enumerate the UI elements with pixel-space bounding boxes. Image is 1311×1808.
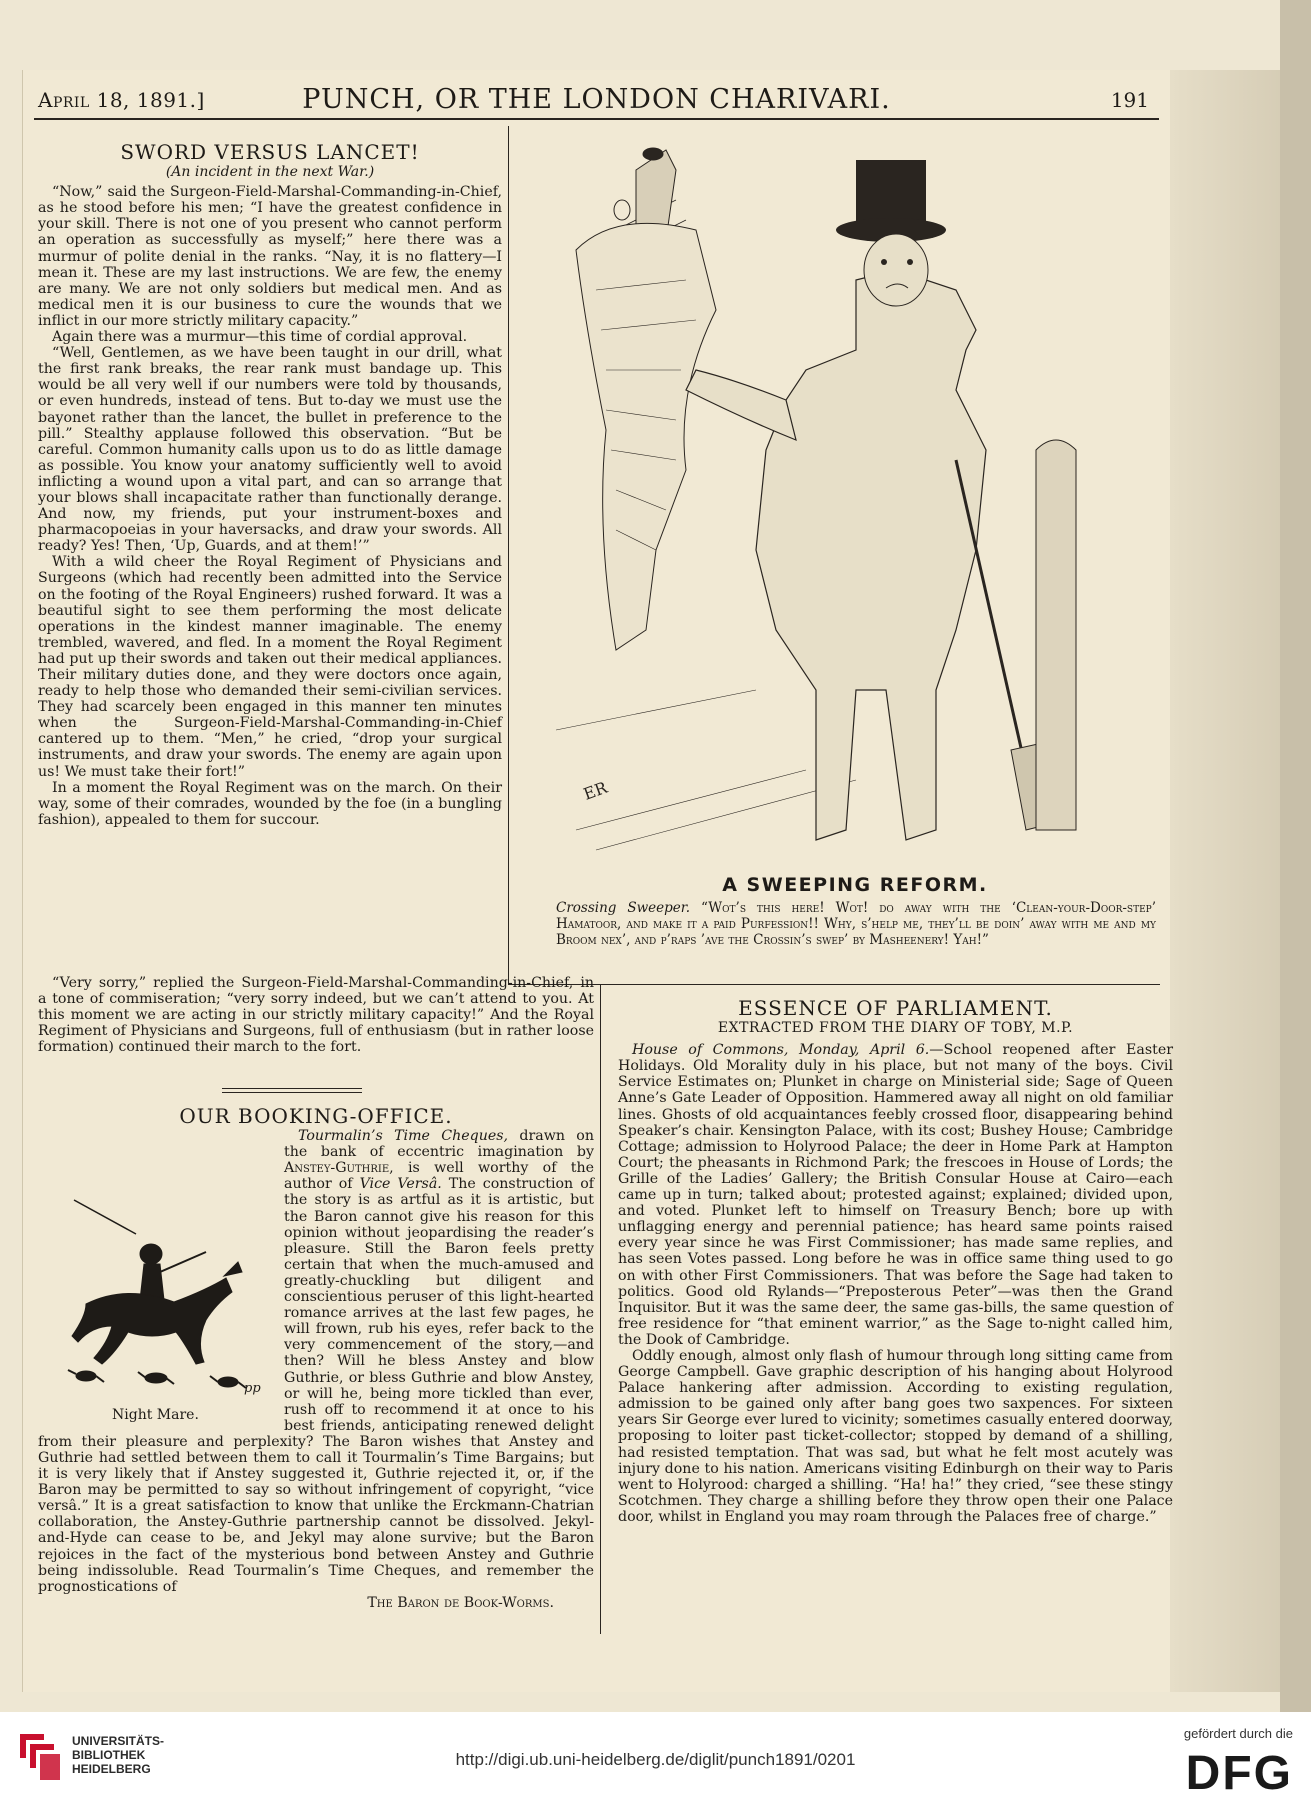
night-mare-caption: Night Mare. [112,1407,199,1423]
cartoon-title: A SWEEPING REFORM. [722,874,988,896]
section-divider-2 [222,1092,362,1093]
booking-vice-versa: Vice Versâ. [359,1176,442,1193]
header-page-number: 191 [1110,88,1149,112]
booking-text-part: The construction of the story is as artful as it is artistic, but the Baron cannot give his reason for this opinion without jeopardising the reader’s pleasure. Still the Baron feels pretty certain that when the much-amused and greatly-chuckling but diligent and conscientious peruser of this light-hearted romance arrives at the last few pages, he will frown, rub his eyes, refer back to the very commencement of the story,—and then? Will he bless Anstey and blow Guthrie, or bless Guthrie and blow Anstey, or will he, being more tickled than ever, rush off to recommend it at once to his best friends, anticipating renewed delight from their pleasure and perplexity? The Baron wishes that Anstey and Guthrie had settled between them to call it Tourmalin’s Time Bargains; but it is very likely that if Anstey suggested it, Guthrie rejected it, or, if the Baron may be permitted to say so without infringement of copyright, “vice versâ.” It is a great satisfaction to know that unlike the Erckmann-Chatrian collaboration, the Anstey-Guthrie partnership cannot be dissolved. Jekyl-and-Hyde can cease to be, and Jekyl may alone survive; but the Baron rejoices in the fact of the mysterious bond between Anstey and Guthrie being indissoluble. Read Tourmalin’s Time Cheques, and remember the prognostications of [38,1176,594,1595]
sword-paragraph: Again there was a murmur—this time of cordial approval. [52,329,468,346]
sweeping-reform-cartoon [556,130,1151,870]
page-fold-shadow [1170,70,1280,1692]
dfg-logo: DFG [1185,1747,1293,1800]
booking-book-title: Tourmalin’s Time Cheques, [298,1128,509,1145]
essence-lead: House of Commons, Monday, April 6. [632,1042,930,1059]
funded-by-note: gefördert durch die [1183,1726,1293,1741]
library-line: HEIDELBERG [72,1762,151,1776]
cartoon-caption [556,900,1156,948]
sword-subtitle: (An incident in the next War.) [165,164,375,181]
library-line: BIBLIOTHEK [72,1748,146,1762]
column-rule-lower [600,984,601,1634]
sword-paragraph: “Now,” said the Surgeon-Field-Marshal-Commanding-in-Chief, as he stood before his men; “I have the greatest confidence in your skill. There is not one of you present who cannot perform an operation as successfully as myself;” here there was a murmur of polite denial in the ranks. “Nay, it is no flattery—I mean it. These are my last instructions. We are few, the enemy are many. We are not only soldiers but medical men. And as medical men it is our business to cure the wounds that we inflict in our more strictly military capacity.” [38,184,502,329]
sword-article-end [38,975,594,1055]
digitization-footer [0,1712,1311,1808]
figure-mark: pp [244,1381,261,1396]
cartoon-speaker: Crossing Sweeper. [556,900,691,916]
sword-paragraph: “Very sorry,” replied the Surgeon-Field-Marshal-Commanding-in-Chief, in a tone of commiseration; “very sorry indeed, but we can’t attend to you. At this moment we are acting in our strictly military capacity!” And the Royal Regiment of Physicians and Surgeons, full of enthusiasm (but in rather loose formation) continued their march to the fort. [38,975,594,1056]
artist-mark: ER [580,777,610,804]
essence-article [618,996,1173,1525]
sword-title: SWORD VERSUS LANCET! [120,140,420,164]
essence-paragraph: Oddly enough, almost only flash of humour through long sitting came from George Campbell. Gave graphic description of his hanging about Holyrood Palace hankering after admission. According to existing regulation, admission to be gained only after bang goes two saxpences. For sixteen years Sir George ever lured to vicinity; sometimes casually entered doorway, proposing to loiter past ticket-collector; stopped by demand of a shilling, had resisted temptation. That was sad, but what he felt most acutely was injury done to his nation. Americans visiting Edinburgh on their way to Paris went to Holyrood: charged a shilling. “Ha! ha!” they cried, “see these stingy Scotchmen. They charge a shilling before they throw open their one Palace door, whilst in England you may roam through the Palaces free of charge.” [618,1347,1173,1525]
page-header [34,84,1159,120]
essence-subtitle: EXTRACTED FROM THE DIARY OF TOBY, M.P. [717,1020,1074,1037]
booking-text-part: drawn on the bank of eccentric imagination by [284,1128,594,1161]
header-title: PUNCH, OR THE LONDON CHARIVARI. [302,84,891,115]
night-mare-illustration [56,1192,271,1397]
essence-title: ESSENCE OF PARLIAMENT. [738,996,1053,1020]
sword-paragraph: With a wild cheer the Royal Regiment of Physicians and Surgeons (which had recently been admitted into the Service on the footing of the Royal Engineers) rushed forward. It was a beautiful sight to see them performing the most delicate operations in the kindest manner imaginable. The enemy trembled, wavered, and fled. In a moment the Royal Regiment had put up their swords and taken out their medical appliances. Their military duties done, and they were doctors once again, ready to help those who demanded their semi-civilian services. They had scarcely been engaged in this manner ten minutes when the Surgeon-Field-Marshal-Commanding-in-Chief cantered up to them. “Men,” he cried, “drop your surgical instruments, and draw your swords. The enemy are again upon us! We must take their fort!” [38,554,502,780]
cartoon-bottom-rule [508,984,1160,985]
booking-author: Anstey-Guthrie [284,1160,390,1177]
essence-paragraph: —School reopened after Easter Holidays. Old Morality duly in his place, but not many of the boys. Civil Service Estimates on; Plunket in charge on Ministerial side; Sage of Queen Anne’s Gate Leader of Opposition. Hammered away all night on old familiar lines. Ghosts of old acquaintances feebly crossed floor, disappearing behind Speaker’s chair. Kensington Palace, with its cost; Bushey House; Cambridge Cottage; admission to Holyrood Palace; the deer in Home Park at Hampton Court; the pheasants in Richmond Park; the frescoes in House of Lords; the Grille of the Ladies’ Gallery; the British Consular House at Cairo—each came up in turn; talked about; protested against; explained; divided upon, and voted. Plunket left to himself on Treasury Bench; bore up with unflagging energy and perennial patience; has heard same points raised every year since he was First Commissioner; has made same replies, and has seen Votes passed. Long before he was in office same thing used to go on with other First Commissioners. That was before the Sage had taken to politics. Good old Rylands—“Preposterous Peter”—was then the Grand Inquisitor. But it was the same deer, the same gas-bills, the same question of free residence for “that eminent warrior,” as the Sage to-night called him, the Dook of Cambridge. [618,1042,1173,1348]
column-rule-upper [508,126,509,984]
source-url-link[interactable]: http://digi.ub.uni-heidelberg.de/diglit/punch1891/0201 [455,1750,856,1769]
booking-signature: The Baron de Book-Worms. [367,1594,554,1611]
section-divider-1 [222,1088,362,1089]
library-line: UNIVERSITÄTS- [72,1734,165,1748]
sword-article [38,140,502,828]
booking-title: OUR BOOKING-OFFICE. [179,1104,453,1128]
book-gutter [1280,0,1311,1712]
header-date: April 18, 1891.] [38,88,205,112]
sword-paragraph: In a moment the Royal Regiment was on the march. On their way, some of their comrades, wounded by the foe (in a bungling fashion), appealed to them for succour. [38,779,502,828]
cartoon-dialogue: “Wot’s this here! Wot! do away with the ‘Clean-your-Door-step’ Hamatoor, and make it a paid Purfession!! Why, s’help me, they’ll be doin’ away with me and my Broom nex’, and p’raps ’ave the Crossin’s swep’ by Masheenery! Yah!” [556,900,1157,948]
booking-text-part: , is well worthy of the author of [284,1160,594,1193]
sword-paragraph: “Well, Gentlemen, as we have been taught in our drill, what the first rank breaks, the rear rank must bandage up. This would be all very well if our numbers were told by thousands, or even hundreds, instead of tens. But to-day we must use the bayonet rather than the lancet, the bullet in preference to the pill.” Stealthy applause followed this observation. “But be careful. Common humanity calls upon us to do as little damage as possible. You know your anatomy sufficiently well to avoid inflicting a wound upon a vital part, and can so arrange that your blows shall incapacitate rather than functionally derange. And now, my friends, put your instrument-boxes and pharmacopoeias in your haversacks, and draw your swords. All ready? Yes! Then, ‘Up, Guards, and at them!’” [38,345,502,555]
